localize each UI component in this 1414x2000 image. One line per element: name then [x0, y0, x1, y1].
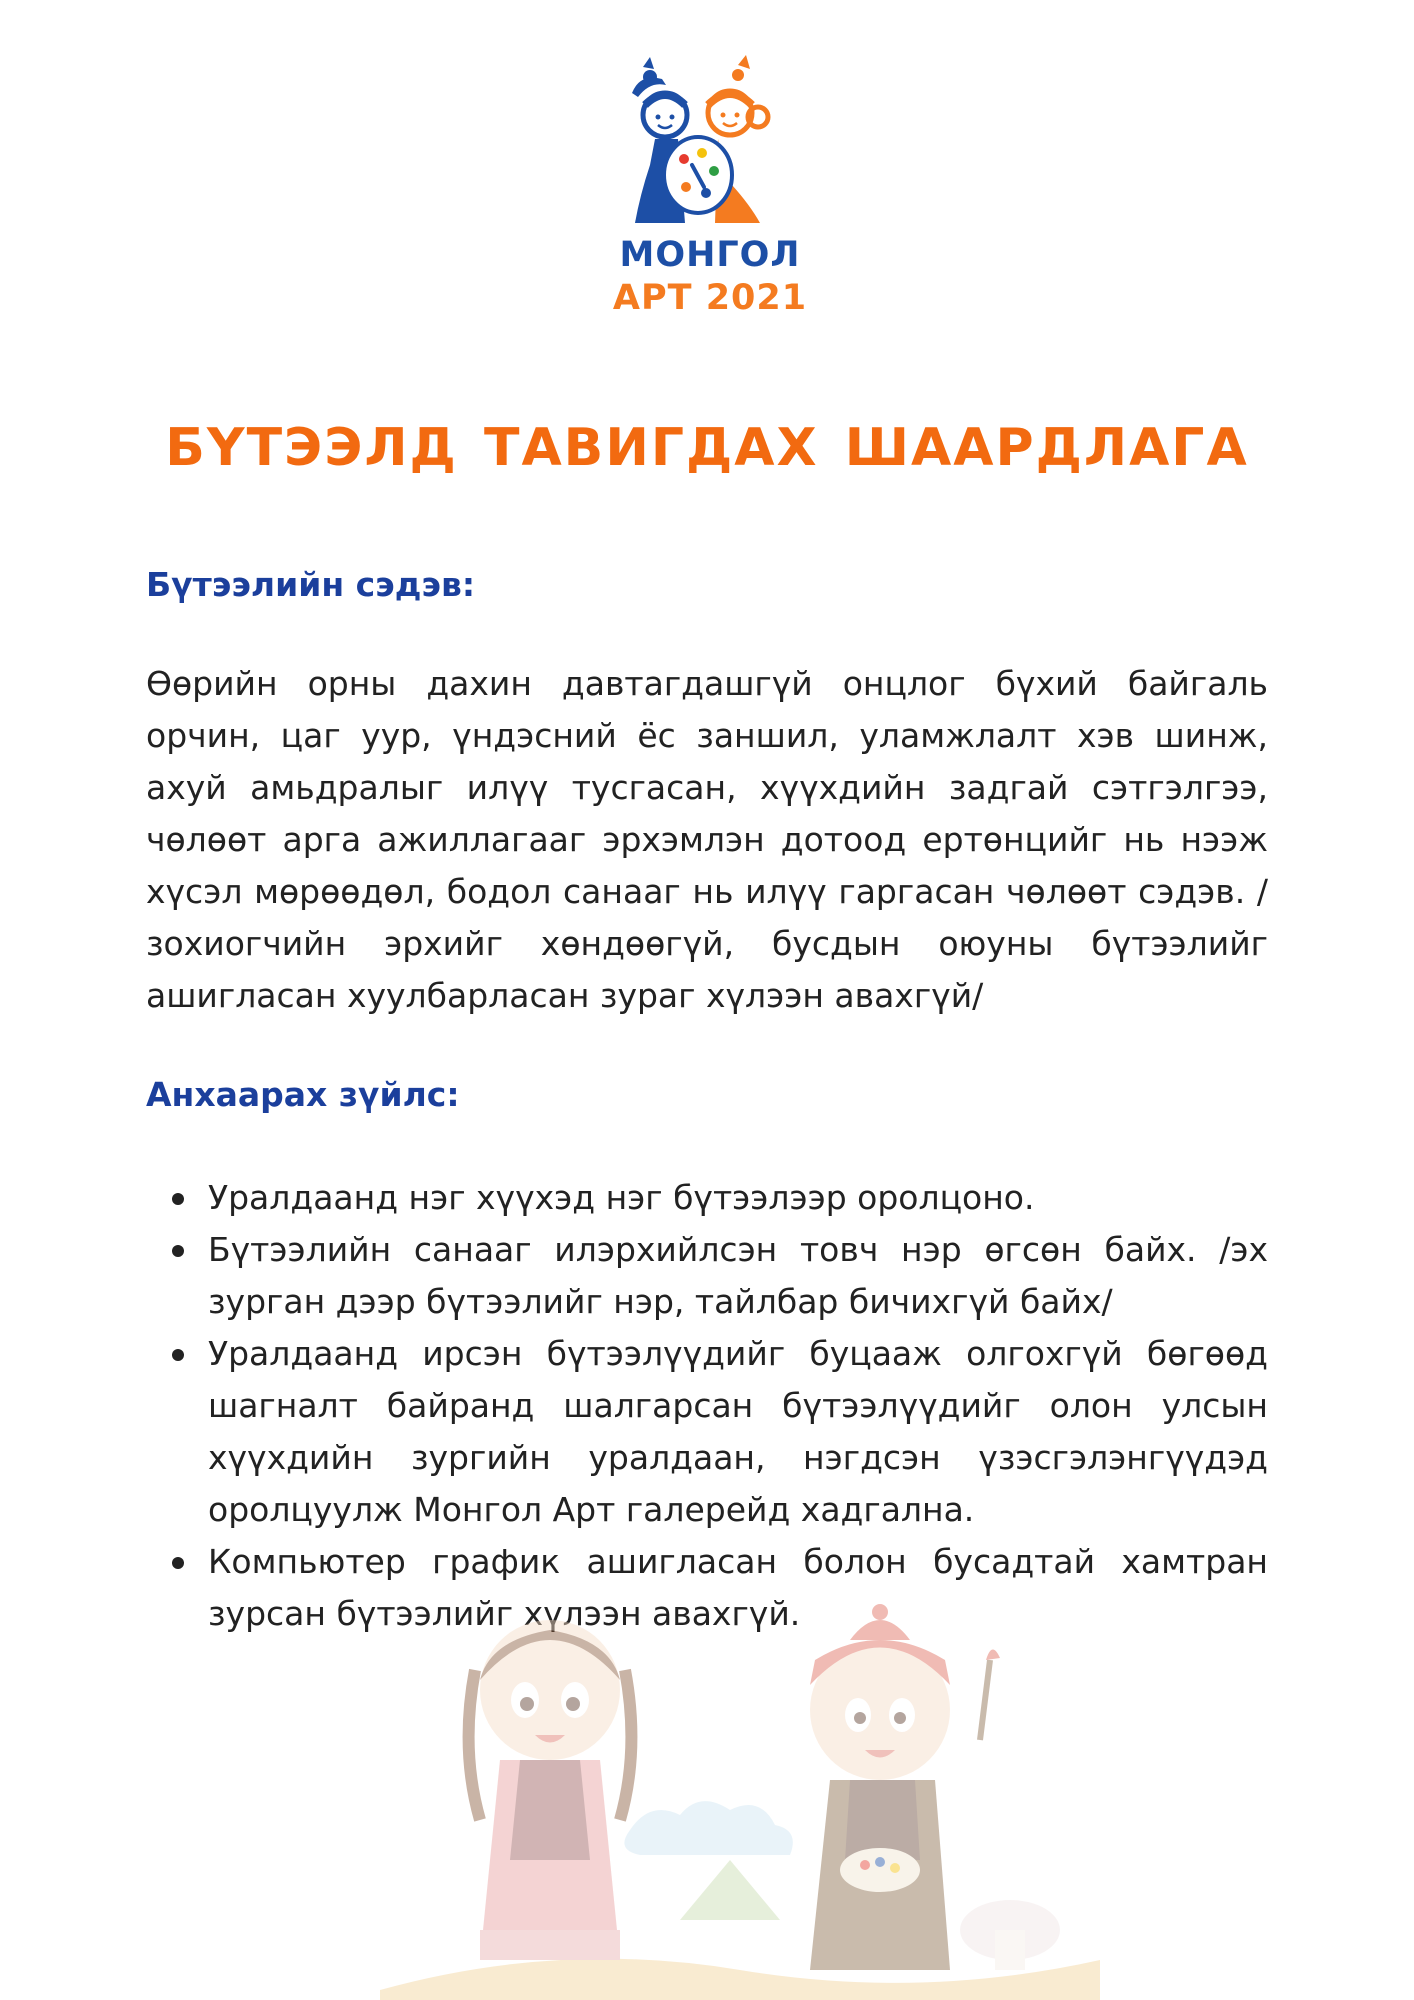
bullet-icon — [172, 1193, 184, 1205]
page-title: БҮТЭЭЛД ТАВИГДАХ ШААРДЛАГА — [165, 418, 1249, 478]
list-item — [146, 1224, 1268, 1328]
children-illustration-icon — [380, 1600, 1100, 2000]
children-palette-logo-icon — [610, 55, 810, 235]
notes-list — [146, 1172, 1268, 1640]
bullet-icon — [172, 1557, 184, 1569]
logo-text-art-2021: АРТ 2021 — [612, 278, 808, 318]
list-item-text: Уралдаанд нэг хүүхэд нэг бүтээлээр оролцоно. — [208, 1178, 1035, 1217]
list-item — [146, 1328, 1268, 1536]
list-item-text: Уралдаанд ирсэн бүтээлүүдийг буцааж олгохгүй бөгөөд шагналт байранд шалгарсан бүтээлүүдийг олон улсын хүүхдийн зургийн уралдаан, нэгдсэн үзэсгэлэнгүүдэд оролцуулж Монгол Арт галерейд хадгална. — [208, 1334, 1268, 1529]
topic-paragraph: Өөрийн орны дахин давтагдашгүй онцлог бүхий байгаль орчин, цаг уур, үндэсний ёс заншил, уламжлалт хэв шинж, ахуй амьдралыг илүү тусгасан, хүүхдийн задгай сэтгэлгээ, чөлөөт арга ажиллагааг эрхэмлэн дотоод ертөнцийг нь нээж хүсэл мөрөөдөл, бодол санааг нь илүү гаргасан чөлөөт сэдэв. /зохиогчийн эрхийг хөндөөгүй, бусдын оюуны бүтээлийг ашигласан хуулбарласан зураг хүлээн авахгүй/ — [146, 664, 1268, 1015]
list-item — [146, 1172, 1268, 1224]
mongol-art-logo — [610, 55, 810, 325]
notes-heading: Анхаарах зүйлс: — [146, 1075, 460, 1114]
topic-heading: Бүтээлийн сэдэв: — [146, 565, 476, 604]
list-item-text: Компьютер график ашигласан болон бусадтай хамтран зурсан бүтээлийг хүлээн авахгүй. — [208, 1542, 1268, 1633]
logo-text-mongol: МОНГОЛ — [619, 235, 801, 275]
list-item-text: Бүтээлийн санааг илэрхийлсэн товч нэр өгсөн байх. /эх зурган дээр бүтээлийг нэр, тайлбар бичихгүй байх/ — [208, 1230, 1268, 1321]
bullet-icon — [172, 1349, 184, 1361]
bullet-icon — [172, 1245, 184, 1257]
